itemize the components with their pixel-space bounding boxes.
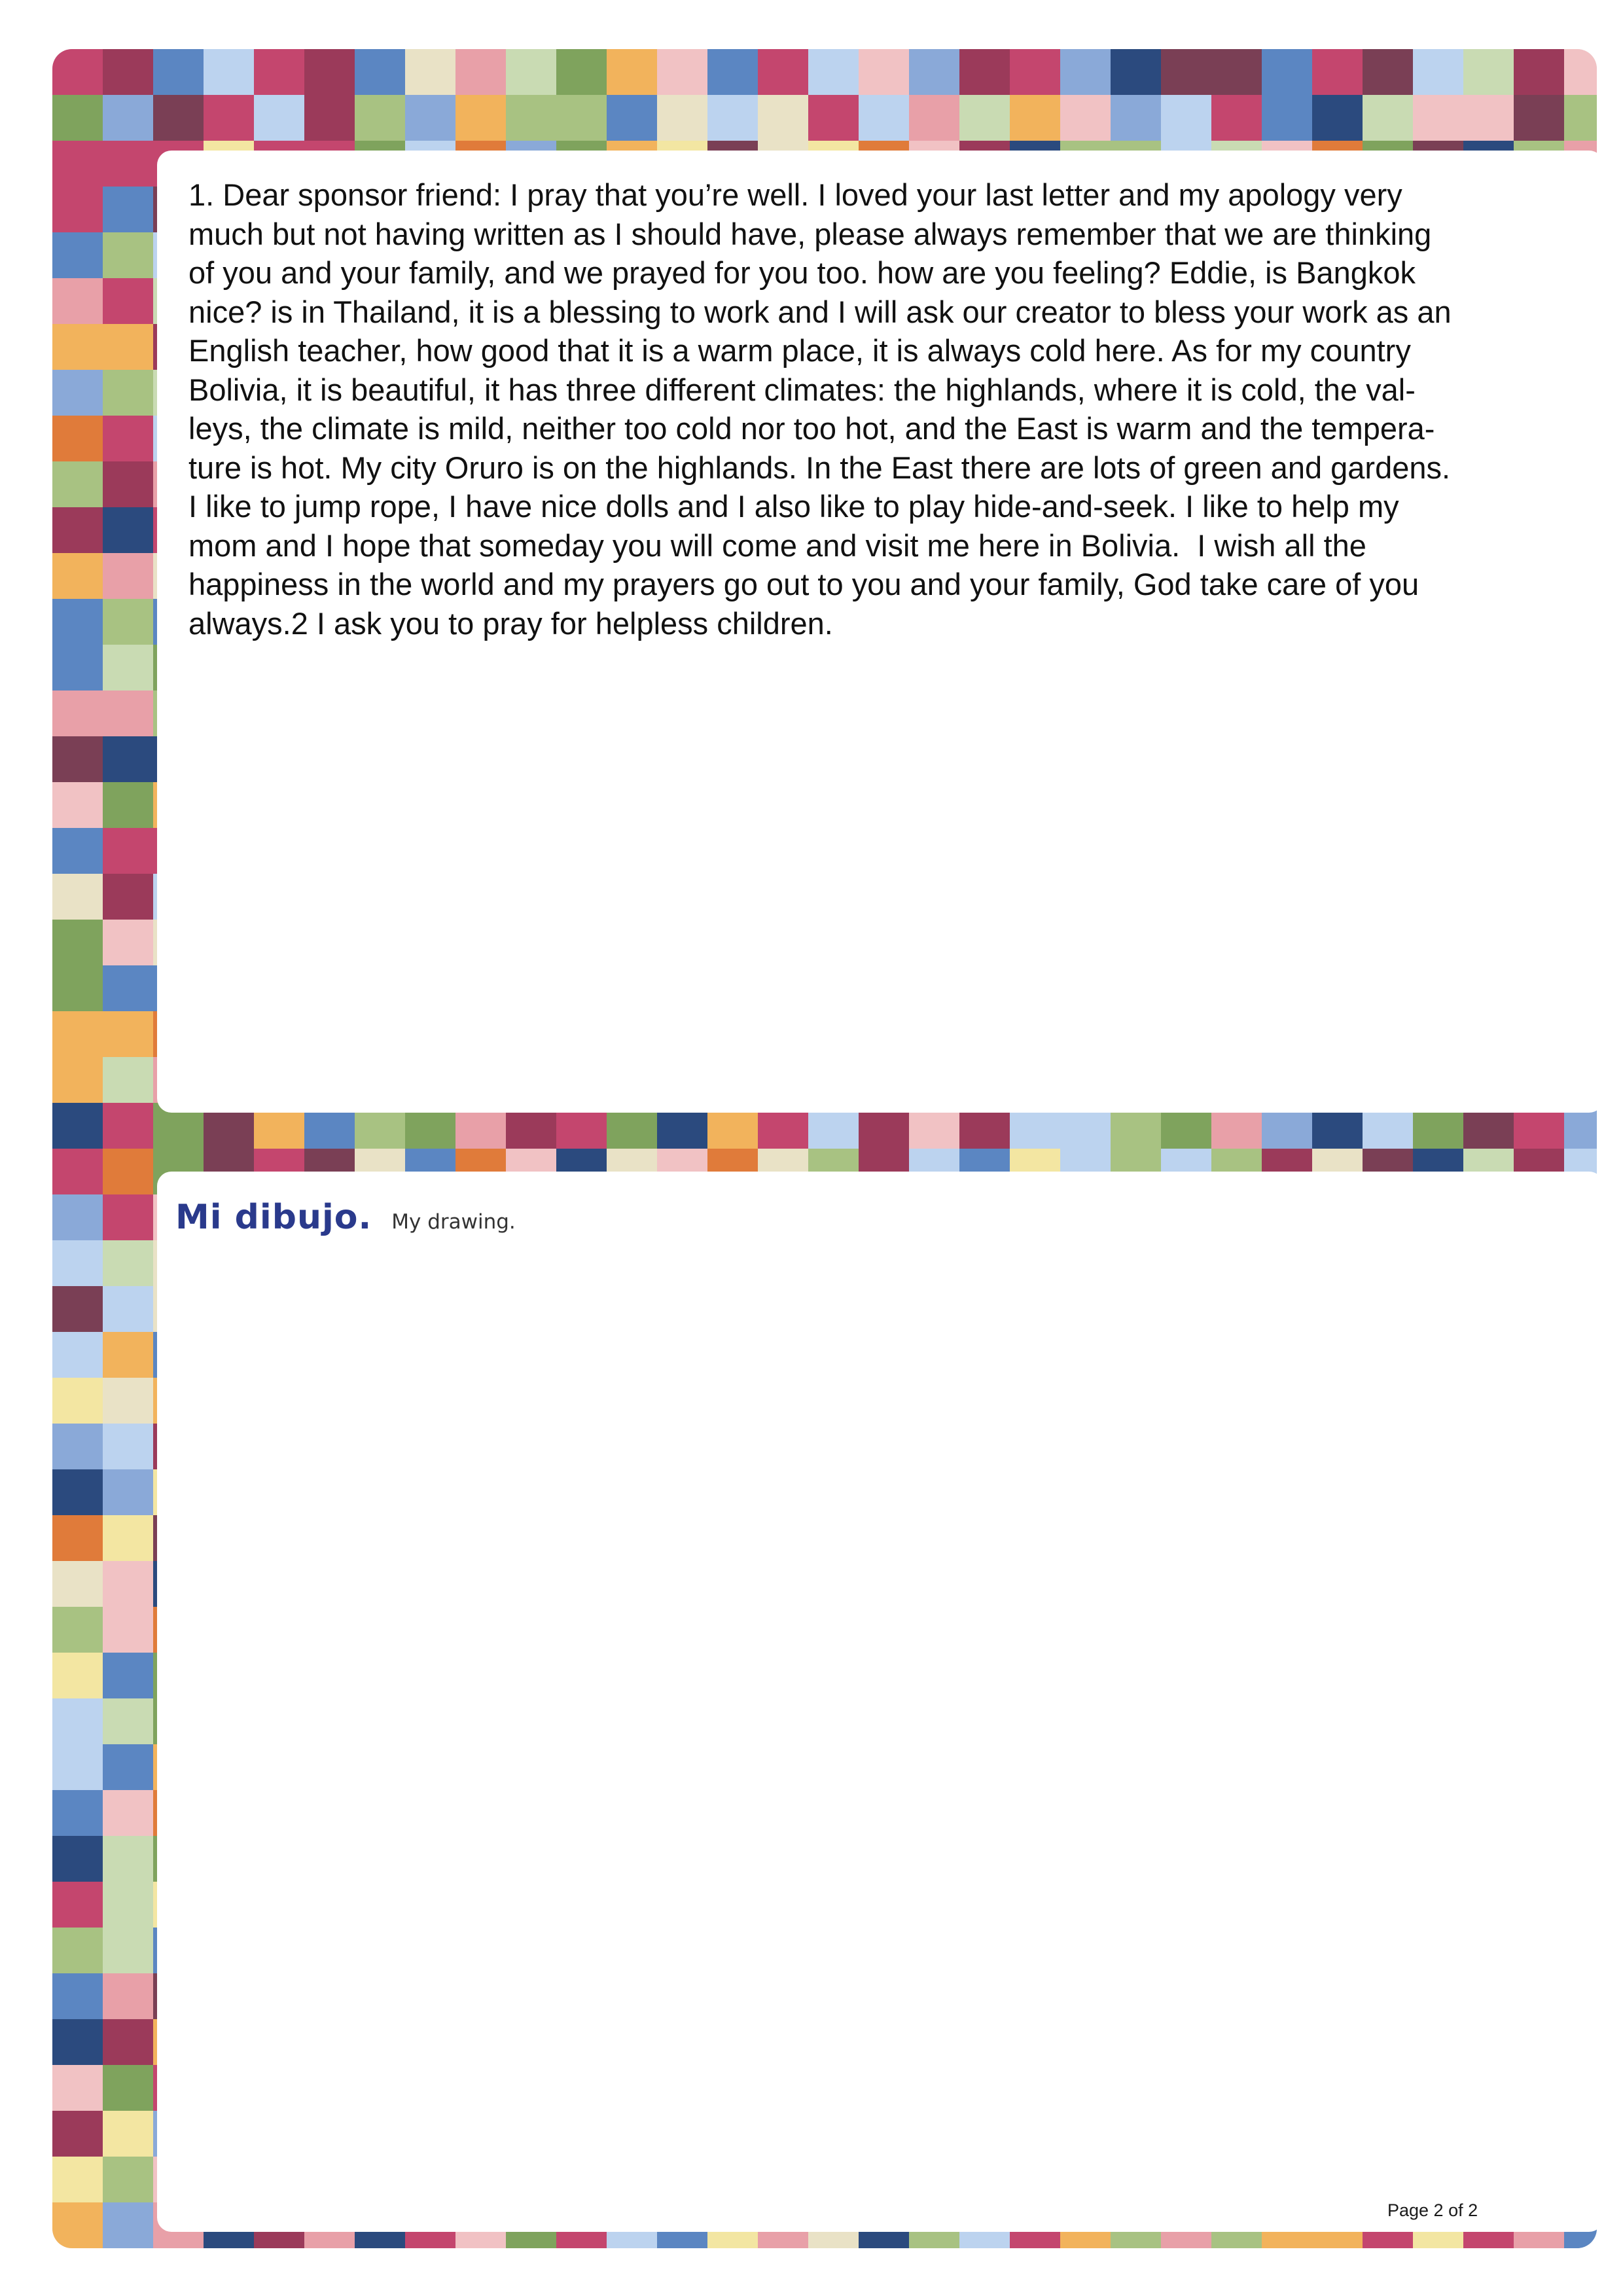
border-tile <box>103 278 153 324</box>
border-tile <box>52 1149 103 1194</box>
border-tile <box>103 691 153 736</box>
border-tile <box>52 1698 103 1744</box>
border-tile <box>103 1561 153 1607</box>
border-tile <box>1312 49 1363 95</box>
border-tile <box>52 2157 103 2202</box>
border-tile <box>52 49 103 95</box>
border-tile <box>909 49 959 95</box>
border-tile <box>103 461 153 507</box>
border-tile <box>52 1836 103 1882</box>
border-tile <box>52 95 103 141</box>
border-tile <box>52 2019 103 2065</box>
border-tile <box>103 1378 153 1424</box>
border-tile <box>1463 49 1514 95</box>
border-tile <box>254 95 304 141</box>
border-tile <box>758 49 808 95</box>
border-tile <box>103 2157 153 2202</box>
border-tile <box>52 691 103 736</box>
border-tile <box>103 95 153 141</box>
border-tile <box>103 1928 153 1973</box>
drawing-panel <box>157 1172 1597 2232</box>
border-tile <box>52 141 103 187</box>
border-tile <box>204 95 254 141</box>
border-tile <box>153 95 204 141</box>
border-tile <box>52 874 103 920</box>
border-tile <box>808 49 859 95</box>
border-tile <box>959 95 1010 141</box>
border-tile <box>103 1973 153 2019</box>
border-tile <box>103 1424 153 1469</box>
drawing-heading <box>175 1198 516 1237</box>
border-tile <box>52 1515 103 1561</box>
border-tile <box>103 965 153 1011</box>
border-tile <box>103 1607 153 1653</box>
border-tile <box>52 370 103 416</box>
border-tile <box>1161 49 1211 95</box>
letter-text: 1. Dear sponsor friend: I pray that you’re well. I loved your last letter and my apology very much but not having written as I should have, please always remember that we are thinking of you and your family, and we prayed for you too. how are you feeling? Eddie, is Bangkok nice? is in Thailand, it is a blessing to work and I will ask our creator to bless your work as an English teacher, how good that it is a warm place, it is always cold here. As for my country Bolivia, it is beautiful, it has three different climates: the highlands, where it is cold, the val- leys, the climate is mild, neither too cold nor too hot, and the East is warm and the tempera- ture is hot. My city Oruro is on the highlands. In the East there are lots of green and gardens. I like to jump rope, I have nice dolls and I also like to play hide-and-seek. I like to help my mom and I hope that someday you will come and visit me here in Bolivia. I wish all the happiness in the world and my prayers go out to you and your family, God take care of you always.2 I ask you to pray for helpless children. <box>188 177 1452 641</box>
border-tile <box>103 1653 153 1698</box>
border-tile <box>52 1378 103 1424</box>
border-tile <box>103 324 153 370</box>
border-tile <box>355 49 405 95</box>
mosaic-border-frame <box>52 49 1597 2248</box>
border-tile <box>1363 49 1413 95</box>
border-tile <box>52 2202 103 2248</box>
border-tile <box>707 95 758 141</box>
border-tile <box>103 2111 153 2157</box>
border-tile <box>103 782 153 828</box>
border-tile <box>1413 49 1463 95</box>
drawing-title-spanish: Mi dibujo. <box>175 1198 372 1237</box>
border-tile <box>103 1240 153 1286</box>
border-tile <box>859 49 909 95</box>
border-tile <box>103 1698 153 1744</box>
border-tile <box>556 95 607 141</box>
border-tile <box>1060 95 1111 141</box>
border-tile <box>52 2065 103 2111</box>
border-tile <box>52 1240 103 1286</box>
border-tile <box>1564 95 1597 141</box>
border-tile <box>52 828 103 874</box>
border-tile <box>304 95 355 141</box>
border-tile <box>52 278 103 324</box>
border-tile <box>52 736 103 782</box>
border-tile <box>103 920 153 965</box>
border-tile <box>52 553 103 599</box>
border-tile <box>1211 95 1262 141</box>
border-tile <box>1060 49 1111 95</box>
border-tile <box>657 95 707 141</box>
border-tile <box>52 1194 103 1240</box>
border-tile <box>103 874 153 920</box>
border-tile <box>103 1286 153 1332</box>
border-tile <box>103 1790 153 1836</box>
border-tile <box>1262 95 1312 141</box>
border-tile <box>758 95 808 141</box>
border-tile <box>52 1653 103 1698</box>
border-tile <box>909 95 959 141</box>
border-tile <box>103 2202 153 2248</box>
border-tile <box>1564 49 1597 95</box>
border-tile <box>52 1011 103 1057</box>
border-tile <box>103 599 153 645</box>
border-tile <box>103 370 153 416</box>
border-tile <box>1211 49 1262 95</box>
border-tile <box>1312 95 1363 141</box>
border-tile <box>1111 95 1161 141</box>
border-tile <box>52 1790 103 1836</box>
border-tile <box>103 141 153 187</box>
border-tile <box>52 232 103 278</box>
border-tile <box>52 461 103 507</box>
border-tile <box>52 1424 103 1469</box>
border-tile <box>52 324 103 370</box>
border-tile <box>52 507 103 553</box>
border-tile <box>1111 49 1161 95</box>
border-tile <box>607 49 657 95</box>
border-tile <box>52 1973 103 2019</box>
border-tile <box>1363 95 1413 141</box>
border-tile <box>103 1515 153 1561</box>
border-tile <box>506 95 556 141</box>
border-tile <box>52 599 103 645</box>
border-tile <box>103 736 153 782</box>
border-tile <box>1463 95 1514 141</box>
border-tile <box>52 1103 103 1149</box>
border-tile <box>52 1607 103 1653</box>
border-tile <box>52 1561 103 1607</box>
border-tile <box>1514 95 1564 141</box>
border-tile <box>1413 95 1463 141</box>
border-tile <box>103 1882 153 1928</box>
border-tile <box>103 1057 153 1103</box>
border-tile <box>405 95 455 141</box>
border-tile <box>52 782 103 828</box>
border-tile <box>52 920 103 965</box>
border-tile <box>103 1011 153 1057</box>
border-tile <box>455 49 506 95</box>
border-tile <box>103 1103 153 1149</box>
border-tile <box>959 49 1010 95</box>
border-tile <box>103 1194 153 1240</box>
border-tile <box>52 187 103 232</box>
border-tile <box>52 1928 103 1973</box>
border-tile <box>103 645 153 691</box>
border-tile <box>103 1836 153 1882</box>
border-tile <box>103 553 153 599</box>
border-tile <box>52 1744 103 1790</box>
border-tile <box>103 187 153 232</box>
border-tile <box>103 2019 153 2065</box>
border-tile <box>254 49 304 95</box>
border-tile <box>103 828 153 874</box>
border-tile <box>657 49 707 95</box>
border-tile <box>103 1469 153 1515</box>
letter-panel <box>157 151 1597 1113</box>
border-tile <box>52 965 103 1011</box>
border-tile <box>506 49 556 95</box>
page-number: Page 2 of 2 <box>1387 2200 1478 2220</box>
border-tile <box>304 49 355 95</box>
border-tile <box>455 95 506 141</box>
border-tile <box>607 95 657 141</box>
border-tile <box>103 232 153 278</box>
border-tile <box>153 49 204 95</box>
border-tile <box>103 49 153 95</box>
border-tile <box>103 1744 153 1790</box>
border-tile <box>1262 49 1312 95</box>
border-tile <box>52 1882 103 1928</box>
border-tile <box>103 1149 153 1194</box>
border-tile <box>52 2111 103 2157</box>
border-tile <box>405 49 455 95</box>
border-tile <box>1010 95 1060 141</box>
border-tile <box>103 1332 153 1378</box>
border-tile <box>103 416 153 461</box>
border-tile <box>355 95 405 141</box>
border-tile <box>707 49 758 95</box>
border-tile <box>808 95 859 141</box>
border-tile <box>1514 49 1564 95</box>
border-tile <box>52 1469 103 1515</box>
border-tile <box>52 1286 103 1332</box>
border-tile <box>204 49 254 95</box>
border-tile <box>103 2065 153 2111</box>
border-tile <box>103 507 153 553</box>
border-tile <box>52 1332 103 1378</box>
border-tile <box>1161 95 1211 141</box>
border-tile <box>859 95 909 141</box>
border-tile <box>52 645 103 691</box>
border-tile <box>556 49 607 95</box>
border-tile <box>52 416 103 461</box>
border-tile <box>52 1057 103 1103</box>
drawing-title-english: My drawing. <box>391 1210 516 1234</box>
border-tile <box>1010 49 1060 95</box>
